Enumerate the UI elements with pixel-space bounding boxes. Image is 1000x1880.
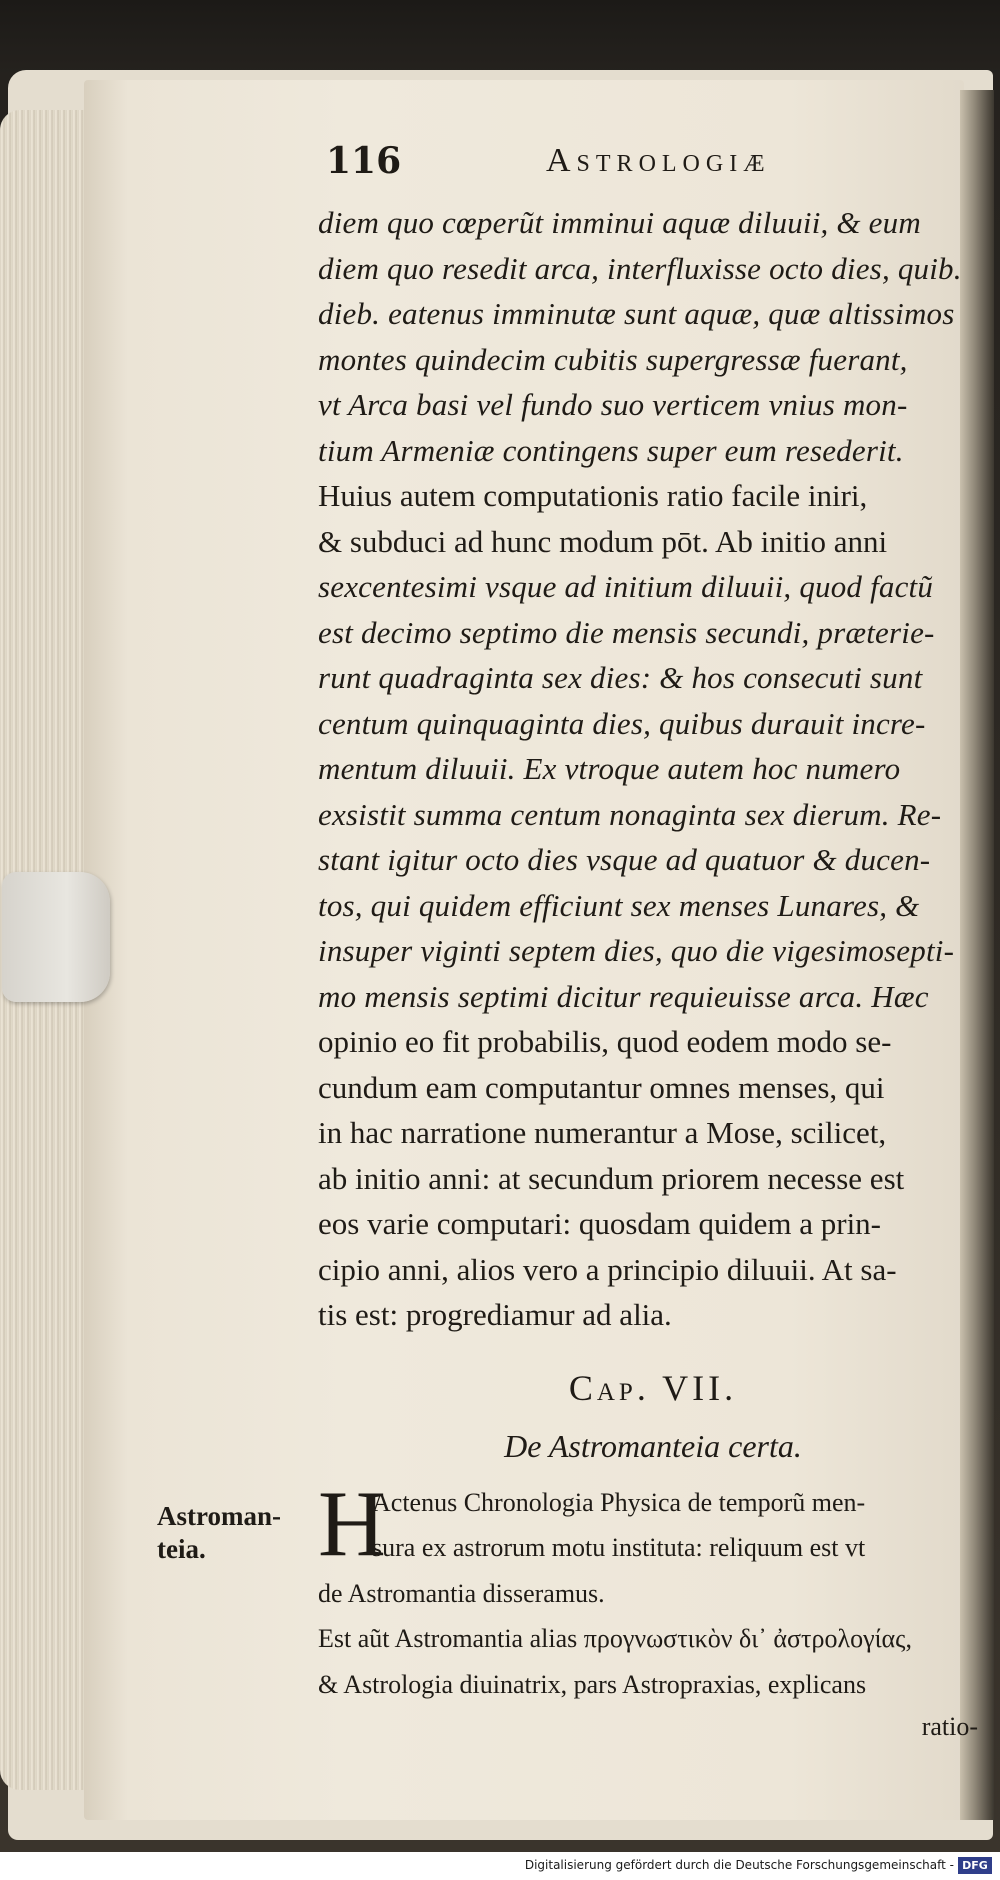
dfg-logo: DFG — [958, 1857, 992, 1874]
chapter-heading: Cap. VII. — [568, 1367, 738, 1408]
text-line: diem quo cœperũt imminui aquæ diluuii, & eum — [318, 205, 921, 240]
chapter-subtitle: De Astromanteia certa. — [504, 1427, 802, 1464]
text-line: mo mensis septimi dicitur requieuisse arca. Hæc — [318, 978, 929, 1014]
drop-cap: H — [318, 1471, 386, 1576]
margin-note-line: teia. — [157, 1534, 206, 1564]
text-line: centum quinquaginta dies, quibus durauit incre- — [318, 705, 926, 741]
text-line: dieb. eatenus imminutæ sunt aquæ, quæ altissimos — [318, 296, 955, 331]
page-number: 116 — [326, 140, 402, 182]
text-line: de Astromantia disseramus. — [318, 1578, 605, 1608]
page-text-block — [318, 130, 988, 1747]
text-line: Actenus Chronologia Physica de temporũ men- — [372, 1487, 866, 1517]
text-line: tis est: progrediamur ad alia. — [318, 1297, 672, 1332]
body-text-part1 — [318, 200, 988, 1338]
text-line: & Astrologia diuinatrix, pars Astropraxias, explicans — [318, 1669, 867, 1699]
text-line: est decimo septimo die mensis secundi, præterie- — [318, 614, 935, 650]
text-line: tium Armeniæ contingens super eum resederit. — [318, 432, 904, 468]
body-text-part2 — [318, 1471, 988, 1708]
running-head — [318, 130, 988, 200]
text-line: Huius autem computationis ratio facile iniri, — [318, 478, 868, 513]
text-line: cipio anni, alios vero a principio diluuii. At sa- — [318, 1251, 897, 1287]
text-line: vt Arca basi vel fundo suo verticem vnius mon- — [318, 387, 908, 422]
text-line: insuper viginti septem dies, quo die vigesimosepti- — [318, 933, 955, 968]
text-line: montes quindecim cubitis supergressæ fuerant, — [318, 341, 908, 377]
text-line: tos, qui quidem efficiunt sex menses Lunares, & — [318, 887, 920, 923]
margin-note — [157, 1500, 281, 1566]
text-line: stant igitur octo dies vsque ad quatuor & ducen- — [318, 842, 931, 877]
text-line: sura ex astrorum motu instituta: reliquum est vt — [372, 1533, 866, 1562]
text-line: exsistit summa centum nonaginta sex dierum. Re- — [318, 796, 942, 832]
bookmark-tab — [2, 872, 110, 1002]
text-line: eos varie computari: quosdam quidem a prin- — [318, 1206, 882, 1241]
text-line: opinio eo fit probabilis, quod eodem modo se- — [318, 1024, 892, 1059]
text-line: Est aũt Astromantia alias προγνωστικὸν δι᾽ ἀστρολογίας, — [318, 1624, 912, 1653]
chapter-opening — [318, 1471, 988, 1708]
text-line: mentum diluuii. Ex vtroque autem hoc numero — [318, 751, 901, 786]
text-line: ab initio anni: at secundum priorem necesse est — [318, 1160, 905, 1196]
text-line: & subduci ad hunc modum pōt. Ab initio anni — [318, 523, 888, 559]
text-line: sexcentesimi vsque ad initium diluuii, quod factũ — [318, 569, 934, 604]
text-line: cundum eam computantur omnes menses, qui — [318, 1069, 885, 1105]
margin-note-line: Astroman- — [157, 1501, 281, 1531]
text-line: runt quadraginta sex dies: & hos consecuti sunt — [318, 660, 923, 695]
text-line: in hac narratione numerantur a Mose, scilicet, — [318, 1115, 887, 1150]
running-title: Astrologiæ — [546, 142, 771, 179]
digitization-footer — [0, 1852, 1000, 1880]
text-line: diem quo resedit arca, interfluxisse octo dies, quib. — [318, 250, 962, 286]
catchword: ratio- — [921, 1712, 978, 1741]
footer-credit: Digitalisierung gefördert durch die Deutsche Forschungsgemeinschaft - — [524, 1858, 954, 1872]
